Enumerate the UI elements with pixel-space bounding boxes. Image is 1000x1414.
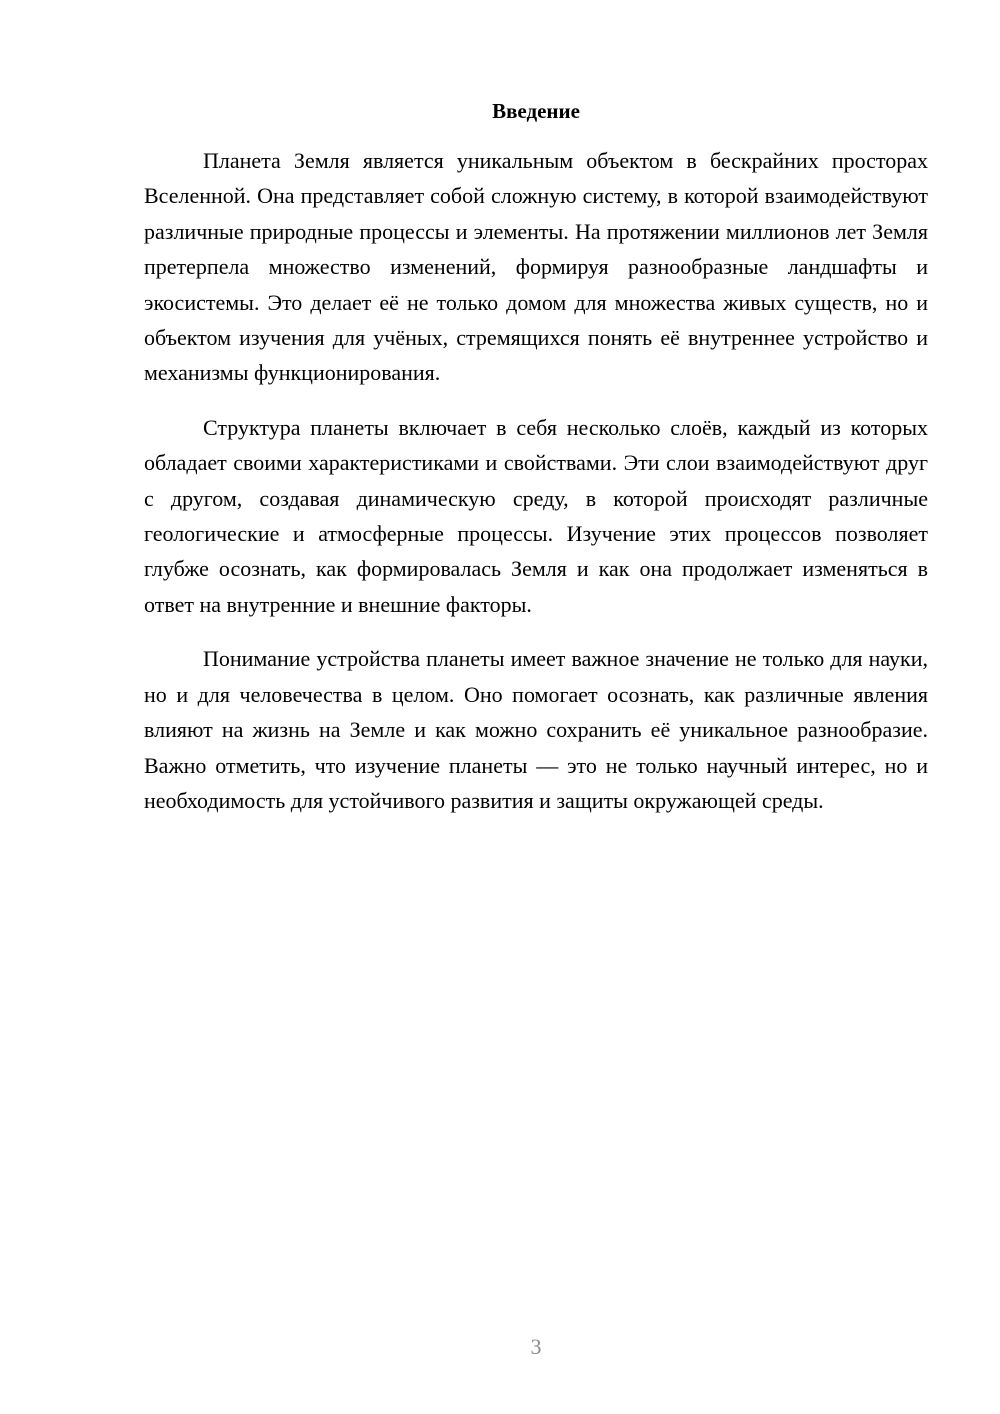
page-number: 3 (530, 1334, 542, 1359)
paragraph-2: Структура планеты включает в себя несколько слоёв, каждый из которых обладает своими характеристиками и свойствами. Эти слои взаимодействуют друг с другом, создавая динамическую среду, в которой происходят различные геологические и атмосферные процессы. Изучение этих процессов позволяет глубже осознать, как формировалась Земля и как она продолжает изменяться в ответ на внутренние и внешние факторы. (144, 414, 928, 617)
paragraph-1: Планета Земля является уникальным объектом в бескрайних просторах Вселенной. Она представляет собой сложную систему, в которой взаимодействуют различные природные процессы и элементы. На протяжении миллионов лет Земля претерпела множество изменений, формируя разнообразные ландшафты и экосистемы. Это делает её не только домом для множества живых существ, но и объектом изучения для учёных, стремящихся понять её внутреннее устройство и механизмы функционирования. (144, 148, 928, 386)
section-heading: Введение (492, 99, 580, 123)
paragraph-3: Понимание устройства планеты имеет важное значение не только для науки, но и для человечества в целом. Оно помогает осознать, как различные явления влияют на жизнь на Земле и как можно сохранить её уникальное разнообразие. Важно отметить, что изучение планеты — это не только научный интерес, но и необходимость для устойчивого развития и защиты окружающей среды. (144, 646, 928, 813)
body-text (144, 143, 928, 837)
